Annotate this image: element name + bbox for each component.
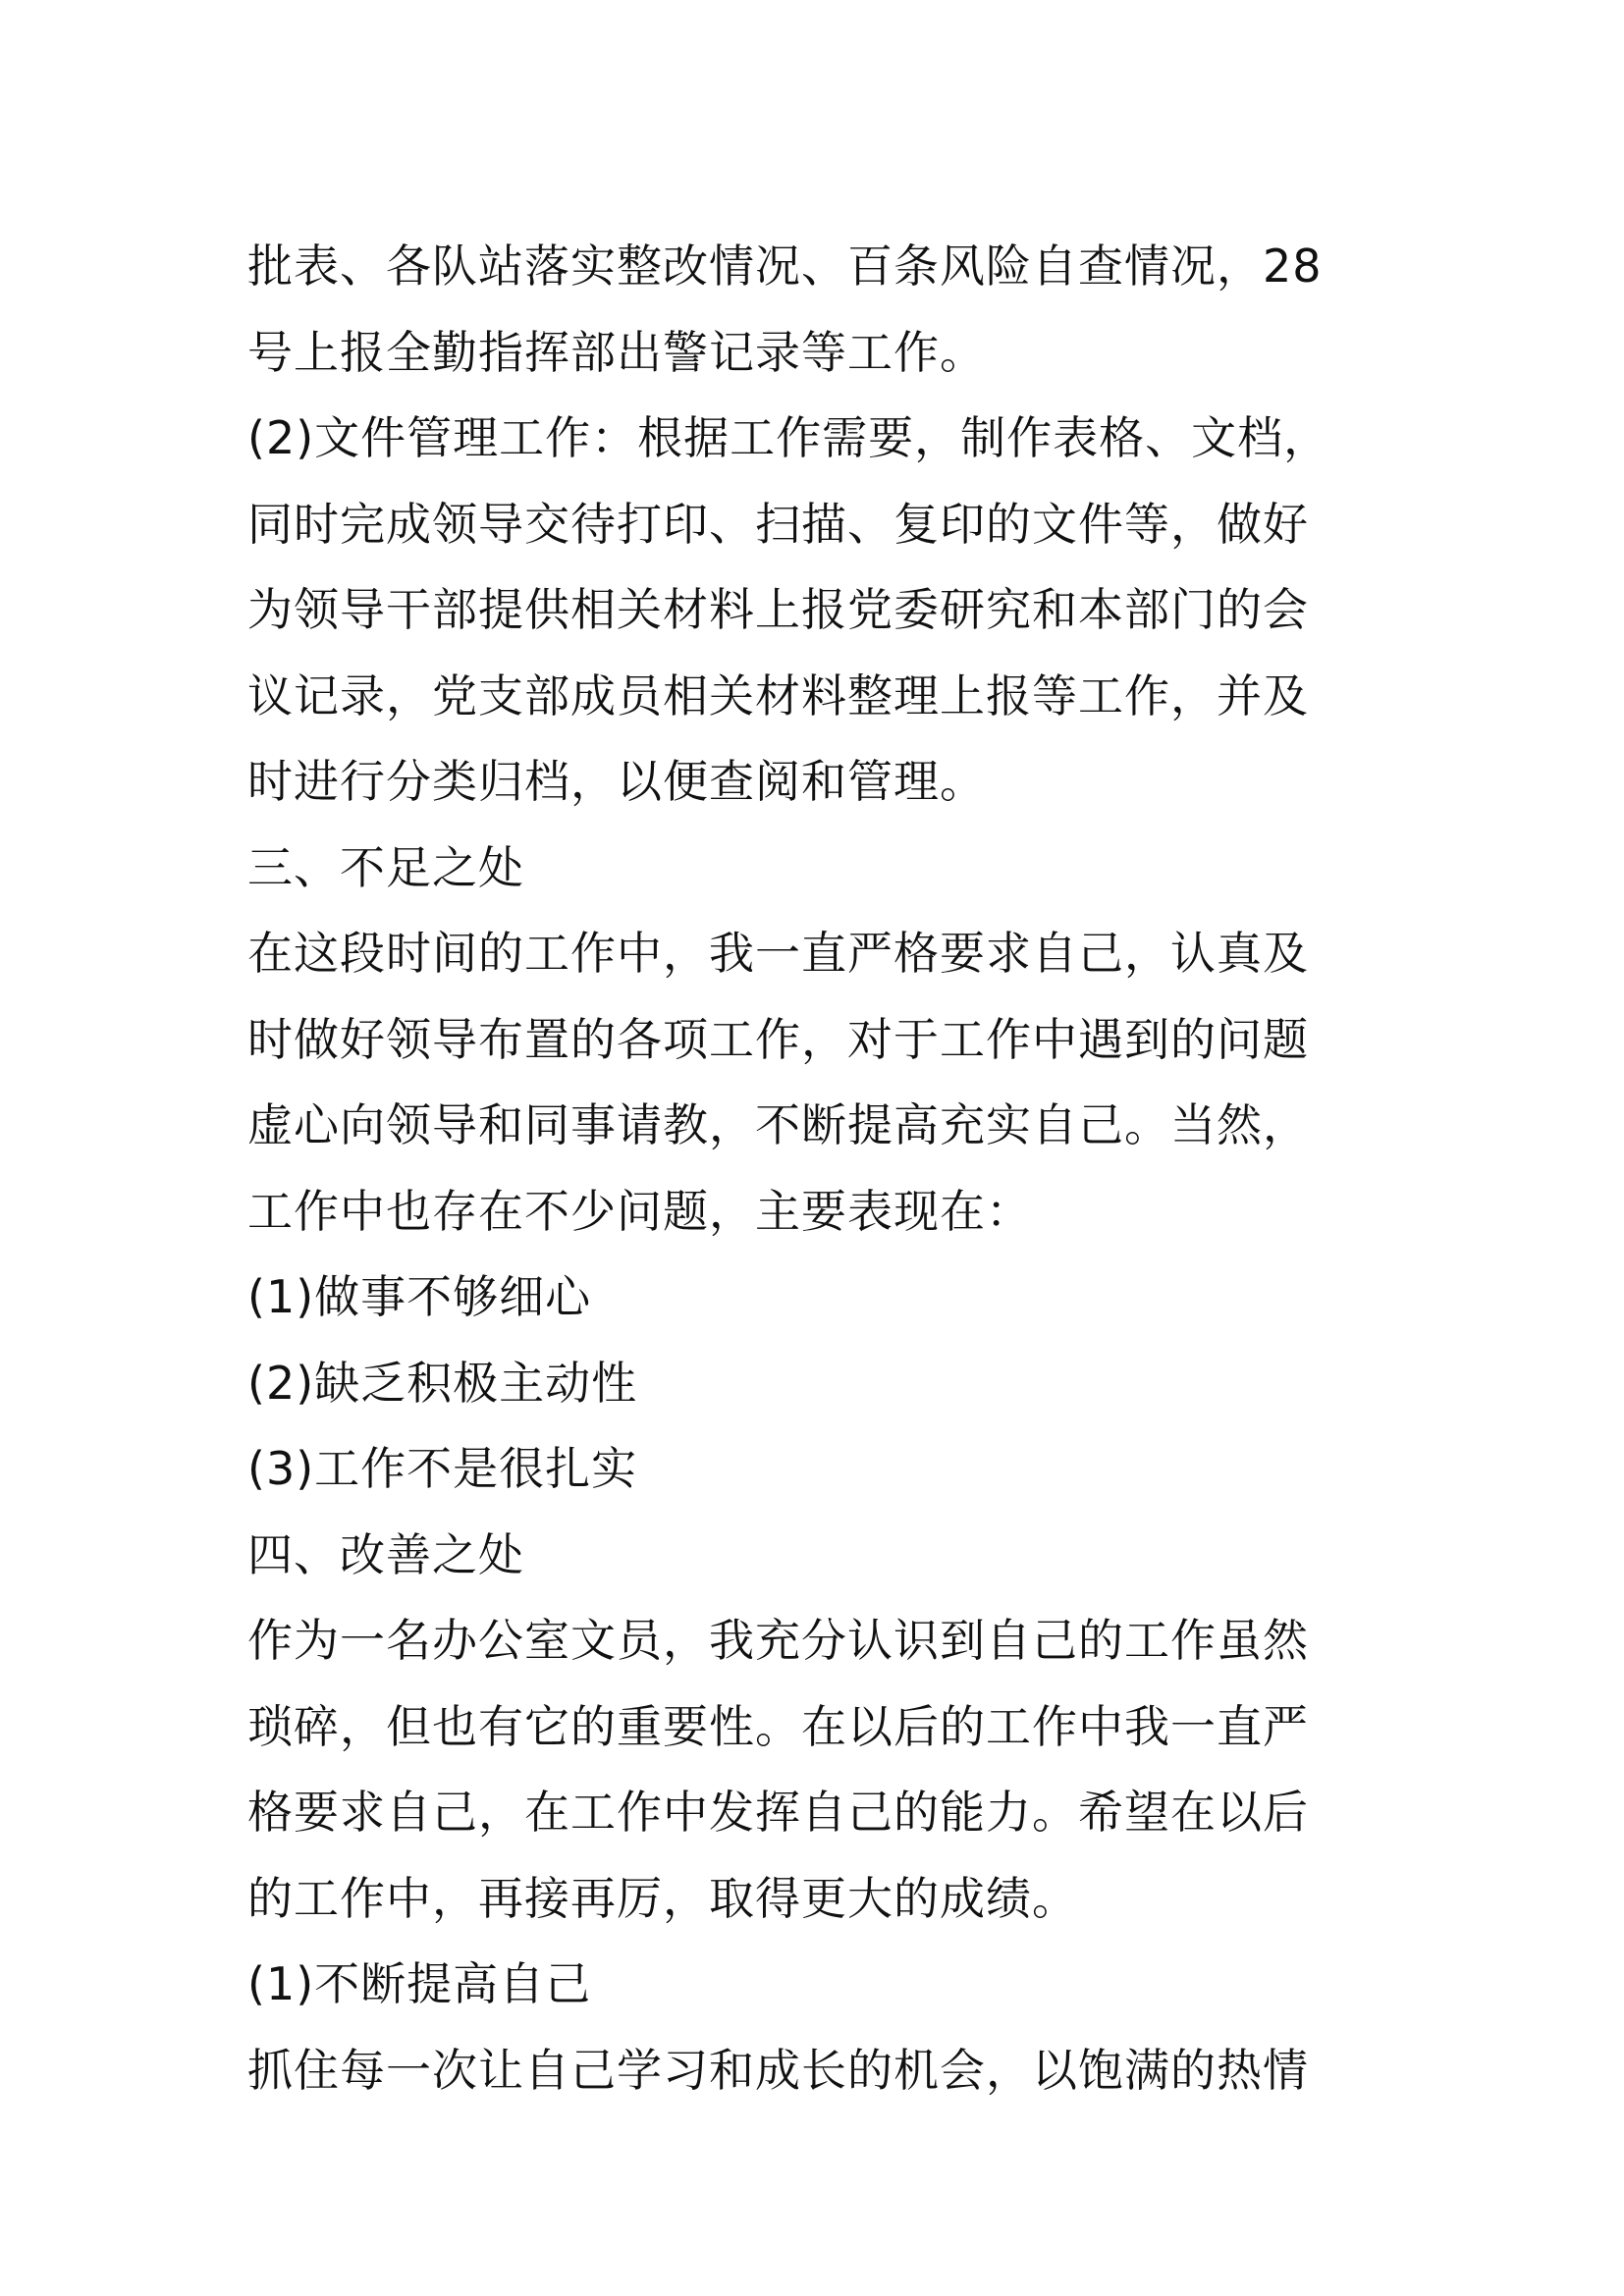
document-body <box>247 224 1396 2113</box>
body-line: 同时完成领导交待打印、扫描、复印的文件等，做好 <box>247 497 1309 551</box>
body-line: 抓住每一次让自己学习和成长的机会，以饱满的热情 <box>247 2043 1309 2097</box>
body-line: 的工作中，再接再厉，取得更大的成绩。 <box>247 1871 1078 1925</box>
body-line: 虚心向领导和同事请教，不断提高充实自己。当然， <box>247 1098 1309 1151</box>
body-line: 工作中也存在不少问题，主要表现在： <box>247 1184 1032 1238</box>
body-line: 时进行分类归档，以便查阅和管理。 <box>247 755 986 808</box>
body-line: 批表、各队站落实整改情况、百条风险自查情况，28 <box>247 240 1323 293</box>
body-line: 号上报全勤指挥部出警记录等工作。 <box>247 325 986 379</box>
body-line: 为领导干部提供相关材料上报党委研究和本部门的会 <box>247 583 1309 636</box>
list-item: (1)做事不够细心 <box>247 1270 592 1323</box>
body-line: 时做好领导布置的各项工作，对于工作中遇到的问题 <box>247 1012 1309 1066</box>
body-line: 议记录，党支部成员相关材料整理上报等工作，并及 <box>247 668 1309 722</box>
body-line: (2)文件管理工作：根据工作需要，制作表格、文档， <box>247 411 1330 464</box>
section-heading: 四、改善之处 <box>247 1527 524 1581</box>
list-item: (1)不断提高自己 <box>247 1957 592 2010</box>
body-line: 在这段时间的工作中，我一直严格要求自己，认真及 <box>247 927 1309 980</box>
list-item: (2)缺乏积极主动性 <box>247 1356 638 1410</box>
section-heading: 三、不足之处 <box>247 840 524 894</box>
list-item: (3)工作不是很扎实 <box>247 1442 638 1495</box>
body-line: 琐碎，但也有它的重要性。在以后的工作中我一直严 <box>247 1699 1309 1753</box>
body-line: 作为一名办公室文员，我充分认识到自己的工作虽然 <box>247 1614 1309 1667</box>
body-line: 格要求自己，在工作中发挥自己的能力。希望在以后 <box>247 1786 1309 1839</box>
